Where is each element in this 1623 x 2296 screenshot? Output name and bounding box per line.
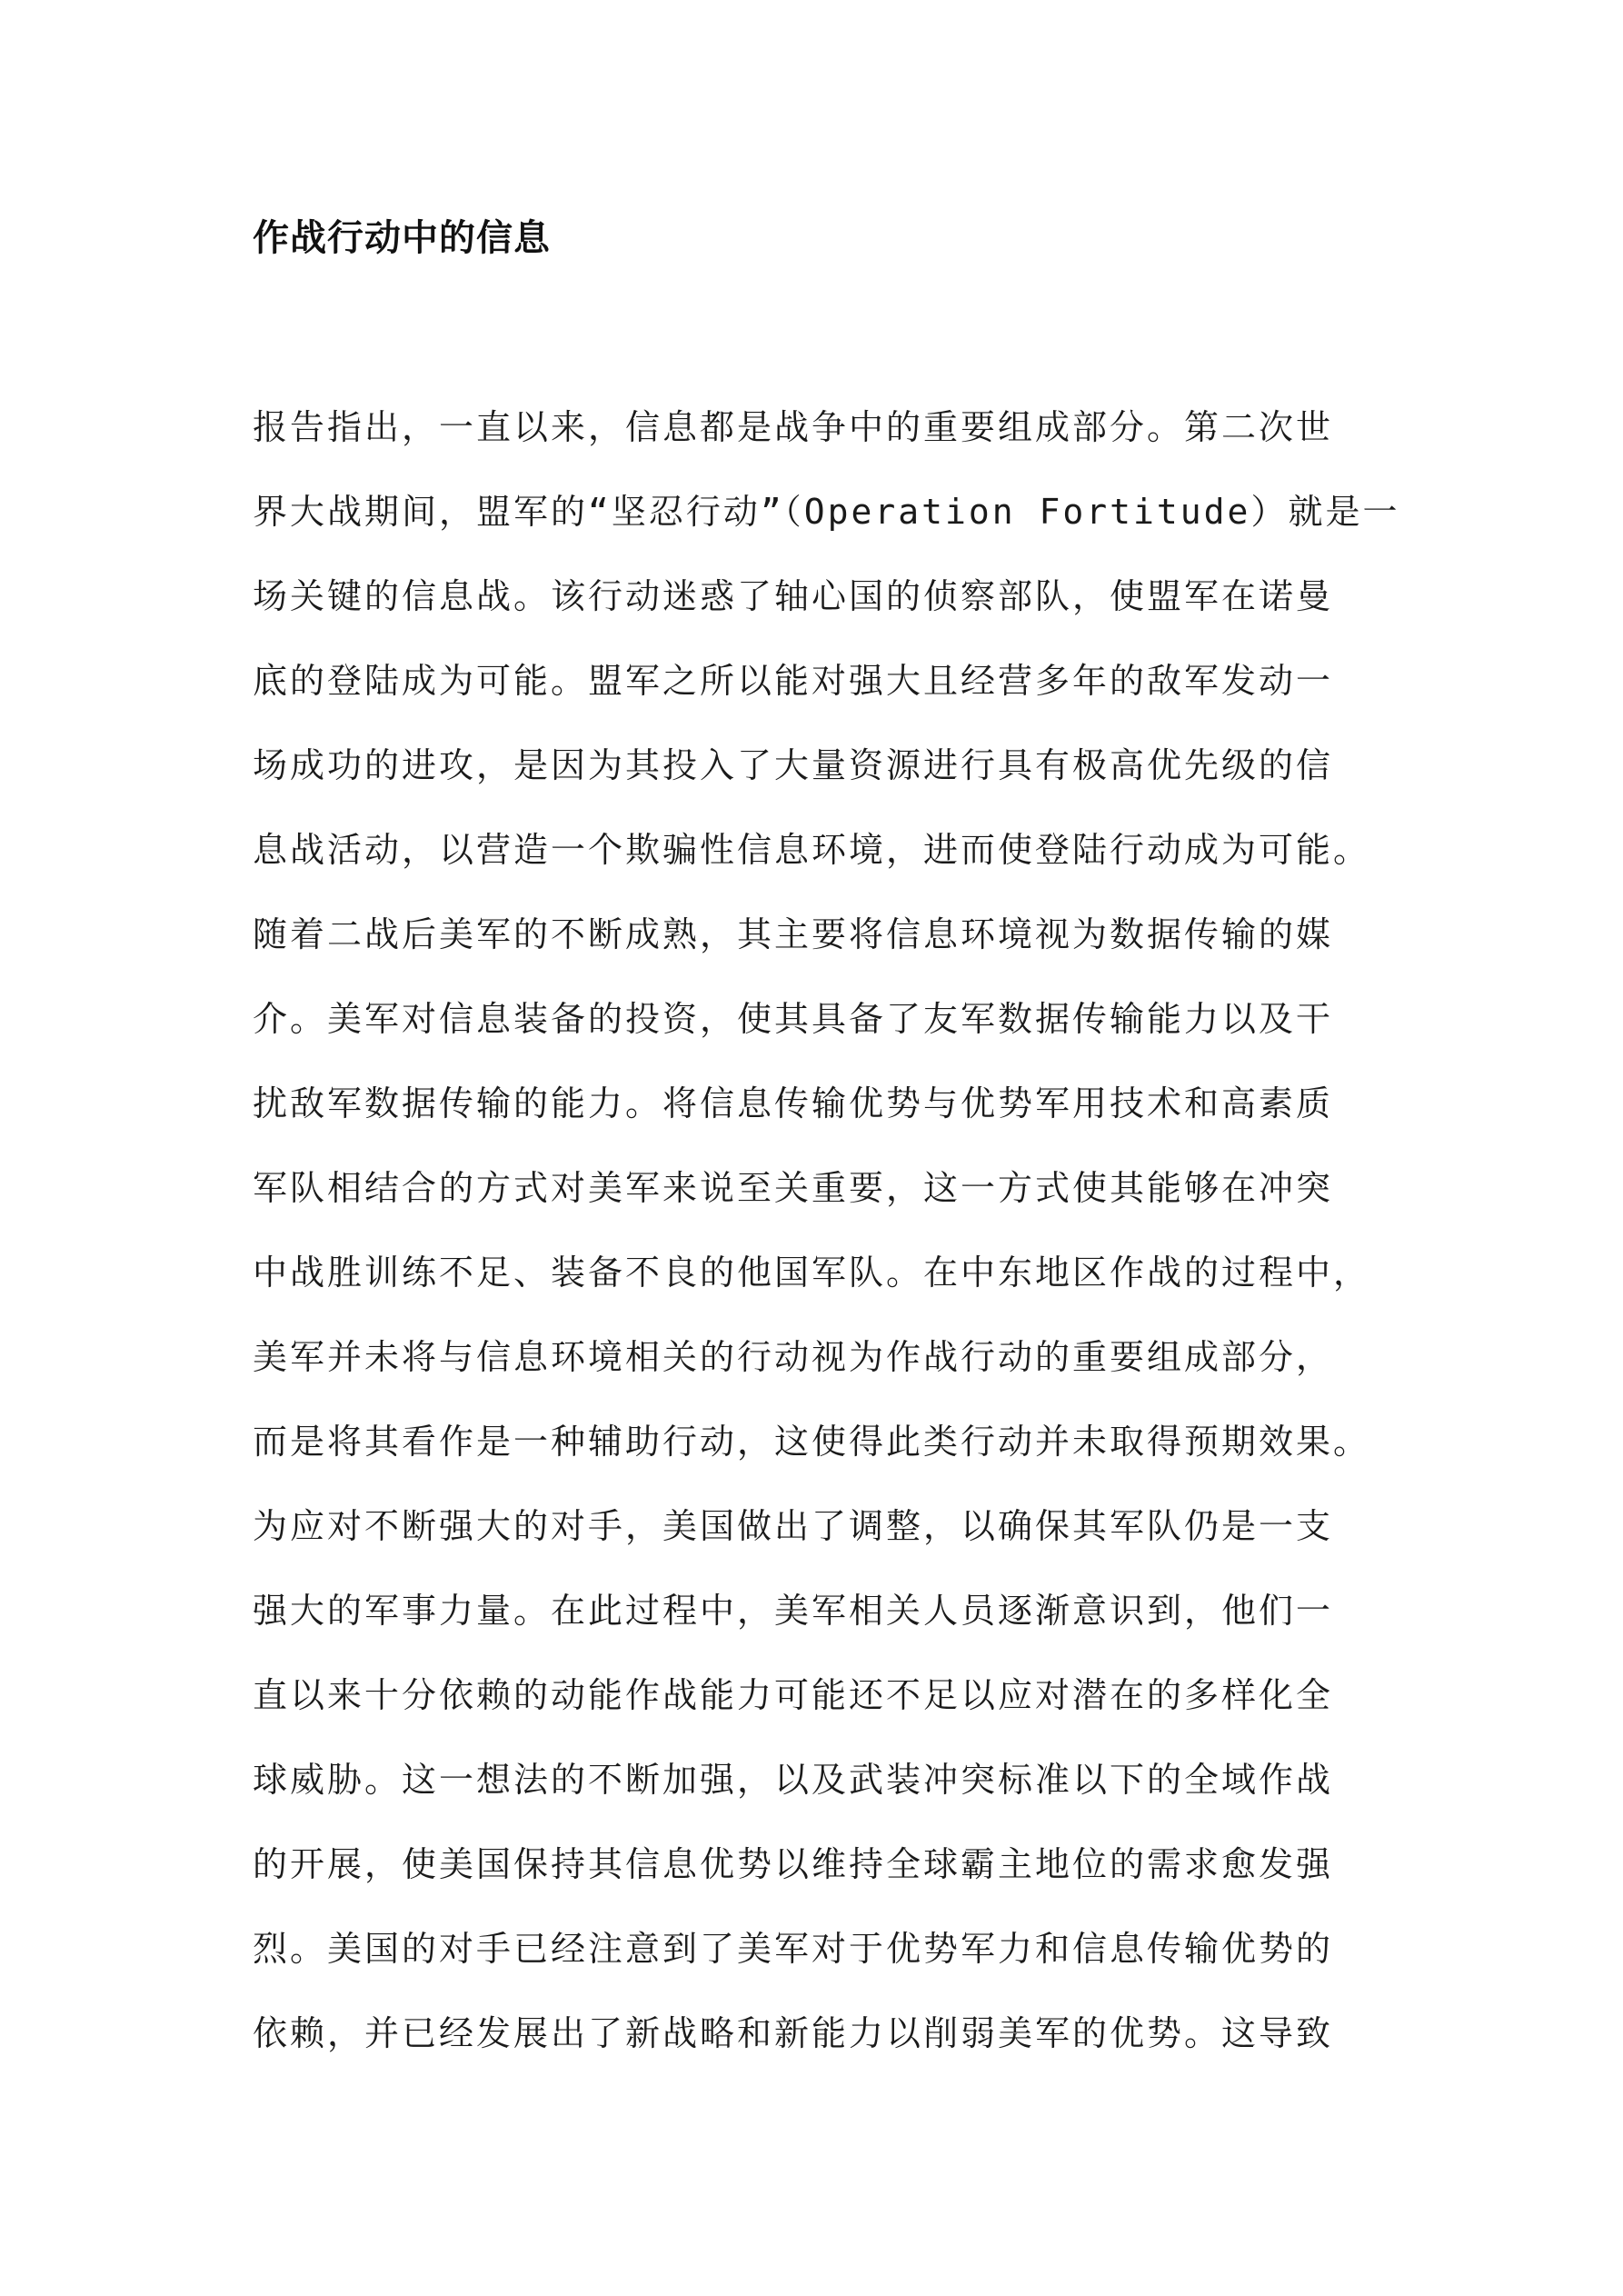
document-title: 作战行动中的信息 <box>253 217 551 259</box>
body-line: 界大战期间，盟军的“坚忍行动”（Operation Fortitude）就是一 <box>253 492 1400 532</box>
body-line: 直以来十分依赖的动能作战能力可能还不足以应对潜在的多样化全 <box>253 1675 1334 1715</box>
body-line: 依赖，并已经发展出了新战略和新能力以削弱美军的优势。这导致 <box>253 2013 1334 2053</box>
document-body <box>253 385 1398 2076</box>
body-line: 球威胁。这一想法的不断加强，以及武装冲突标准以下的全域作战 <box>253 1760 1334 1800</box>
body-line: 军队相结合的方式对美军来说至关重要，这一方式使其能够在冲突 <box>253 1168 1334 1208</box>
body-line: 扰敌军数据传输的能力。将信息传输优势与优势军用技术和高素质 <box>253 1083 1334 1123</box>
body-line: 场成功的进攻，是因为其投入了大量资源进行具有极高优先级的信 <box>253 745 1334 785</box>
body-line: 烈。美国的对手已经注意到了美军对于优势军力和信息传输优势的 <box>253 1929 1334 1969</box>
body-line: 而是将其看作是一种辅助行动，这使得此类行动并未取得预期效果。 <box>253 1422 1371 1462</box>
body-line: 场关键的信息战。该行动迷惑了轴心国的侦察部队，使盟军在诺曼 <box>253 576 1334 616</box>
body-line: 随着二战后美军的不断成熟，其主要将信息环境视为数据传输的媒 <box>253 914 1334 954</box>
body-line: 中战胜训练不足、装备不良的他国军队。在中东地区作战的过程中， <box>253 1253 1371 1293</box>
body-line: 美军并未将与信息环境相关的行动视为作战行动的重要组成部分， <box>253 1337 1334 1377</box>
body-line: 强大的军事力量。在此过程中，美军相关人员逐渐意识到，他们一 <box>253 1591 1334 1631</box>
body-line: 的开展，使美国保持其信息优势以维持全球霸主地位的需求愈发强 <box>253 1844 1334 1884</box>
body-line: 报告指出，一直以来，信息都是战争中的重要组成部分。第二次世 <box>253 407 1334 447</box>
body-line: 介。美军对信息装备的投资，使其具备了友军数据传输能力以及干 <box>253 999 1334 1039</box>
body-line: 底的登陆成为可能。盟军之所以能对强大且经营多年的敌军发动一 <box>253 661 1334 701</box>
body-line: 为应对不断强大的对手，美国做出了调整，以确保其军队仍是一支 <box>253 1506 1334 1546</box>
body-line: 息战活动，以营造一个欺骗性信息环境，进而使登陆行动成为可能。 <box>253 830 1371 870</box>
